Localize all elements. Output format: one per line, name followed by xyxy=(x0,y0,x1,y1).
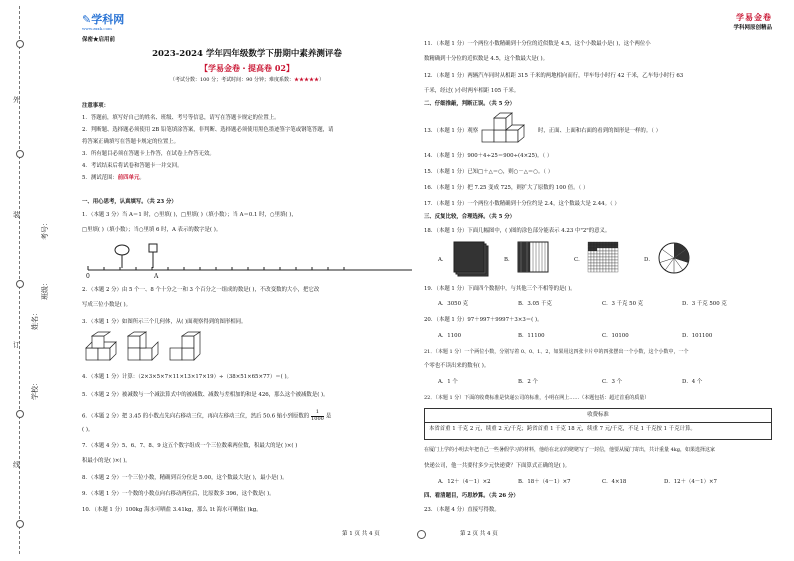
note-end: 。 xyxy=(139,175,145,181)
grid-cell xyxy=(609,245,612,248)
option-20-a[interactable]: A．1100 xyxy=(438,333,462,339)
grid-cell xyxy=(594,248,597,251)
grid-cell xyxy=(615,248,618,251)
fee-table-text: 本省首重 1 千克 2 元，续重 2 元/千克；跨省首重 1 千克 18 元，续重 7 元/千克，不足 1 千克按 1 千克计算。 xyxy=(429,426,696,432)
grid-cell xyxy=(615,242,618,245)
fee-table xyxy=(424,408,772,440)
grid-cell xyxy=(597,242,600,245)
grid-cell xyxy=(615,254,618,257)
question-10: 10．（本题 1 分）100kg 海水可晒盐 3.41kg，那么 1t 海水可晒盐( )kg。 xyxy=(82,507,262,513)
grid-cell xyxy=(612,251,615,254)
option-22-c[interactable]: C．4×18 xyxy=(602,479,627,485)
question-1-cont: □里填( )（填小数）；当○里填 6 时，A 表示的数字是( )。 xyxy=(82,227,222,233)
question-22-cont: 在厦门上学的小明去年把自己一些暑假学习的材料，他给在北京的姥姥写了一封信，他要从厦门寄出，共计重量 4kg，如果选择这家 xyxy=(424,447,716,453)
option-18-d[interactable]: D． xyxy=(644,257,654,263)
school-field[interactable]: 学校： xyxy=(31,379,39,400)
binding-char: 外 xyxy=(13,96,20,104)
grid-cell xyxy=(597,257,600,260)
grid-cell xyxy=(606,266,609,269)
page-number-2: 第 2 页 共 4 页 xyxy=(460,531,498,537)
section-3-title: 三、反复比较，合理选择。（共 5 分） xyxy=(424,214,516,220)
grid-cell xyxy=(588,248,591,251)
grid-cell xyxy=(597,248,600,251)
grid-cell xyxy=(612,260,615,263)
grid-cell xyxy=(600,251,603,254)
grid-cell xyxy=(594,263,597,266)
grid-cell xyxy=(603,260,606,263)
grid-cell xyxy=(600,257,603,260)
name-field[interactable]: 姓名： xyxy=(31,309,39,330)
question-7-cont: 积最小的是( )×( )。 xyxy=(82,458,131,464)
meta-end: ） xyxy=(319,77,325,83)
grid-cell xyxy=(603,266,606,269)
option-19-b[interactable]: B．3.05 千克 xyxy=(518,301,552,307)
grid-cell xyxy=(594,260,597,263)
question-3: 3．（本题 1 分）如图所示三个几何体，从( )面观察得到的图形相同。 xyxy=(82,319,247,325)
grid-cell xyxy=(591,263,594,266)
square-marker xyxy=(149,244,157,252)
exam-subtitle: 【学易金卷・提高卷 02】 xyxy=(200,63,294,73)
fee-table-title: 收费标准 xyxy=(425,409,771,423)
option-18-a[interactable]: A． xyxy=(438,257,448,263)
section-1-title: 一、用心思考，认真填写。（共 23 分） xyxy=(82,199,177,205)
grid-cell xyxy=(609,263,612,266)
brand-title: 学易金卷 xyxy=(736,13,772,22)
grid-cell xyxy=(606,254,609,257)
notes-title: 注意事项： xyxy=(82,103,109,109)
question-13: 13．（本题 1 分）观察 xyxy=(424,128,479,134)
grid-cell xyxy=(591,269,594,272)
option-19-c[interactable]: C．3 千克 50 克 xyxy=(602,301,644,307)
grid-cell xyxy=(597,251,600,254)
grid-cell xyxy=(597,269,600,272)
grid-cell xyxy=(606,242,609,245)
grid-cell xyxy=(588,254,591,257)
grid-cell xyxy=(600,269,603,272)
binding-hole-icon xyxy=(16,410,24,418)
grid-cell xyxy=(615,257,618,260)
question-2-cont: 写成三位小数是( )。 xyxy=(82,302,132,308)
grid-cell xyxy=(588,242,591,245)
grid-cell xyxy=(615,263,618,266)
question-21-cont: 个零也不读出来的数有( )。 xyxy=(424,363,490,369)
option-a-figure xyxy=(454,242,490,278)
grid-cell xyxy=(612,269,615,272)
option-22-b[interactable]: B．18＋（4－1）×7 xyxy=(518,479,571,485)
question-19: 19．（本题 1 分）下面四个数据中，与其他三个不相等的是( )。 xyxy=(424,286,576,292)
note-line xyxy=(82,176,145,181)
grid-cell xyxy=(591,254,594,257)
grid-cell xyxy=(597,254,600,257)
binding-char: 线 xyxy=(13,461,20,469)
secret-mark: 保密★启用前 xyxy=(82,37,116,43)
question-17: 17．（本题 1 分）一个两位小数精确到十分位约是 2.4，这个数最大是 2.44。（ ） xyxy=(424,201,620,207)
grid-cell xyxy=(606,269,609,272)
cube-figure-1 xyxy=(86,332,116,360)
grid-cell xyxy=(600,254,603,257)
grid-cell xyxy=(591,248,594,251)
option-19-a[interactable]: A．3050 克 xyxy=(438,301,469,307)
question-6 xyxy=(82,410,331,422)
note-line: 3．所有题目必须在答题卡上作答，在试卷上作答无效。 xyxy=(82,151,215,157)
grid-cell xyxy=(606,257,609,260)
grid-cell xyxy=(612,266,615,269)
option-20-d[interactable]: D．101100 xyxy=(682,333,713,339)
question-5: 5．（本题 2 分）被减数与一个减法算式中的被减数、减数与差相加的和是 426，那么这个被减数是( )。 xyxy=(82,392,329,398)
grid-cell xyxy=(612,263,615,266)
grid-cell xyxy=(594,266,597,269)
grid-cell xyxy=(591,245,594,248)
grid-cell xyxy=(609,254,612,257)
grid-cell xyxy=(609,266,612,269)
grid-cell xyxy=(606,251,609,254)
grid-cell xyxy=(606,245,609,248)
grid-cell xyxy=(600,260,603,263)
grid-cell xyxy=(594,242,597,245)
brand-subtitle: 学科网原创精品 xyxy=(733,25,772,31)
cube-stack-figure xyxy=(480,112,530,148)
exam-title: 2023-2024 学年四年级数学下册期中素养测评卷 xyxy=(152,49,342,59)
grid-cell xyxy=(615,260,618,263)
grid-cell xyxy=(603,245,606,248)
grid-cell xyxy=(594,257,597,260)
grid-cell xyxy=(600,266,603,269)
note-line: 将答案正确填写在答题卡规定的位置上。 xyxy=(82,139,180,145)
grid-cell xyxy=(615,266,618,269)
number-line-zero: 0 xyxy=(86,273,90,280)
grid-cell xyxy=(588,257,591,260)
question-11-cont: 数精确到十分位的近似数是 4.5，这个数最大是( )。 xyxy=(424,56,549,62)
grid-cell xyxy=(600,242,603,245)
question-14: 14．（本题 1 分）900＋4÷25＝900÷(4×25)。（ ） xyxy=(424,153,553,159)
grid-cell xyxy=(600,263,603,266)
class-field[interactable]: 班级： xyxy=(41,279,49,300)
meta-text: （考试分数：100 分；考试时间：90 分钟；难度系数： xyxy=(169,77,295,83)
grid-cell xyxy=(597,263,600,266)
binding-hole-icon xyxy=(16,280,24,288)
grid-cell xyxy=(615,245,618,248)
grid-cell xyxy=(609,257,612,260)
grid-cell xyxy=(588,266,591,269)
grid-cell xyxy=(588,251,591,254)
question-8: 8．（本题 2 分）一个三位小数，精确到百分位是 5.00，这个数最大是( )，最小是( )。 xyxy=(82,475,288,481)
grid-cell xyxy=(603,269,606,272)
grid-cell xyxy=(606,248,609,251)
grid-cell xyxy=(603,254,606,257)
circle-marker xyxy=(115,245,129,255)
number-line xyxy=(82,242,412,282)
binding-hole-icon xyxy=(16,40,24,48)
option-b-figure xyxy=(518,242,558,278)
question-13-cont: 时，正面、上面和右面的看到的图形是一样的。（ ） xyxy=(538,128,661,134)
option-22-d[interactable]: D．12＋（4－1）×7 xyxy=(664,479,717,485)
question-7: 7．（本题 4 分）5、6、7、8、9 这五个数字组成一个三位数乘两位数，积最大的是( )×( ) xyxy=(82,443,298,449)
grid-cell xyxy=(594,269,597,272)
cube-figures xyxy=(84,332,214,366)
note-line: 1．答题前，填写好自己的姓名、班级、考号等信息，请写在答题卡规定的位置上。 xyxy=(82,115,280,121)
option-20-c[interactable]: C．10100 xyxy=(602,333,629,339)
grid-cell xyxy=(588,263,591,266)
section-2-title: 二、仔细推敲，判断正误。（共 5 分） xyxy=(424,101,516,107)
grid-cell xyxy=(612,245,615,248)
question-11: 11．（本题 1 分）一个两位小数精确到十分位的近似数是 4.5，这个小数最小是( )，这个两位小 xyxy=(424,41,651,47)
grid-cell xyxy=(594,251,597,254)
question-6-text: 6．（本题 2 分）把 3.45 的小数点先向右移动三位，再向左移动三位，然后 50.6 缩小到原数的 xyxy=(82,413,310,420)
question-2: 2．（本题 2 分）由 5 个一、8 个十分之一和 3 个百分之一组成的数是( )，不改变数的大小，把它改 xyxy=(82,287,320,293)
grid-cell xyxy=(609,251,612,254)
logo-url: www.zxxk.com xyxy=(82,26,112,31)
grid-cell xyxy=(615,269,618,272)
grid-cell xyxy=(609,248,612,251)
question-20: 20．（本题 1 分）97＋997＋9997＋3×3＝( )。 xyxy=(424,317,543,323)
grid-cell xyxy=(612,254,615,257)
logo xyxy=(82,14,124,25)
grid-cell xyxy=(609,242,612,245)
number-line-a: A xyxy=(154,273,159,280)
grid-cell xyxy=(588,260,591,263)
question-6-tail: 是 xyxy=(325,413,332,420)
grid-cell xyxy=(609,269,612,272)
difficulty-stars: ★★★★★ xyxy=(294,77,320,83)
grid-cell xyxy=(600,245,603,248)
question-4: 4．（本题 1 分）计算：（2×3×5×7×11×13×17×19）÷（38×51×65×77）＝( )。 xyxy=(82,374,292,380)
option-21-c[interactable]: C．3 个 xyxy=(602,379,623,385)
cube-figure-2 xyxy=(128,332,158,360)
binding-strip xyxy=(0,0,70,561)
grid-cell xyxy=(597,266,600,269)
option-18-c[interactable]: C． xyxy=(574,257,584,263)
question-16: 16．（本题 1 分）把 7.25 变成 725，则扩大了原数的 100 倍。（ ） xyxy=(424,185,589,191)
grid-cell xyxy=(615,251,618,254)
fraction-denominator: 1000 xyxy=(311,415,324,422)
option-21-a[interactable]: A．1 个 xyxy=(438,379,458,385)
page-left xyxy=(82,0,412,561)
binding-hole-icon xyxy=(16,520,24,528)
logo-text: 学科网 xyxy=(91,13,125,26)
option-d-figure xyxy=(658,242,694,278)
test-scope: 前四单元 xyxy=(117,175,140,181)
question-9: 9．（本题 1 分）一个数的小数点向右移动两位后，比原数多 396，这个数是( )。 xyxy=(82,491,275,497)
grid-cell xyxy=(603,251,606,254)
question-12: 12．（本题 1 分）两辆汽车同时从相距 315 千米的两地相向而行，甲车每小时行 42 千米，乙车每小时行 63 xyxy=(424,73,684,79)
exam-meta xyxy=(82,78,412,83)
grid-cell xyxy=(597,260,600,263)
question-12-cont: 千米，经过( )小时两车相距 105 千米。 xyxy=(424,88,520,94)
option-21-d[interactable]: D．4 个 xyxy=(682,379,703,385)
binding-char: 订 xyxy=(13,341,20,349)
grid-cell xyxy=(591,257,594,260)
question-22: 22．（本题 1 分）下面的收费标准是快递公司的标准，小明在网上……（本题包括：超过首重的质量） xyxy=(424,395,650,401)
grid-cell xyxy=(600,248,603,251)
grid-cell xyxy=(612,257,615,260)
fraction-numerator: 1 xyxy=(311,410,324,417)
question-18: 18．（本题 1 分）下面几幅图中，( )图的涂色部分能表示 4.23 中"2"的意义。 xyxy=(424,228,611,234)
grid-cell xyxy=(606,263,609,266)
page-number-1: 第 1 页 共 4 页 xyxy=(342,531,380,537)
note-line: 4．考试结束后将试卷和答题卡一并交回。 xyxy=(82,163,183,169)
grid-cell xyxy=(603,257,606,260)
binding-char: 装 xyxy=(13,211,20,219)
fraction xyxy=(311,410,324,422)
grid-cell xyxy=(603,242,606,245)
question-15: 15．（本题 1 分）已知□＋△＝○，则○－△＝○。（ ） xyxy=(424,169,554,175)
grid-cell xyxy=(612,248,615,251)
exam-number-field[interactable]: 考号： xyxy=(41,219,49,240)
grid-cell xyxy=(588,245,591,248)
option-22-a[interactable]: A．12＋（4－1）×2 xyxy=(438,479,491,485)
grid-cell xyxy=(603,248,606,251)
grid-cell xyxy=(591,251,594,254)
logo-icon: ✎ xyxy=(82,13,92,26)
question-6-answer: ( )。 xyxy=(82,427,94,433)
grid-cell xyxy=(606,260,609,263)
grid-cell xyxy=(591,266,594,269)
question-23: 23．（本题 4 分）直接写得数。 xyxy=(424,507,500,513)
note-line: 2．判断题、选择题必须使用 2B 铅笔填涂答案，非判断、选择题必须使用黑色墨迹签字笔或钢笔答题，请 xyxy=(82,127,334,133)
question-21: 21．（本题 1 分）一个两位小数，分别写着 0、0、1、2，如果用这四张卡片中的四张摆出一个小数，这个小数中，一个 xyxy=(424,349,689,355)
option-20-b[interactable]: B．11100 xyxy=(518,333,545,339)
binding-hole-icon xyxy=(16,150,24,158)
question-1: 1．（本题 3 分）当 A＝1 时，○里填( )，□里填( )（填小数）；当 A＝0.1 时，○里填( )， xyxy=(82,212,297,218)
grid-cell xyxy=(594,254,597,257)
section-4-title: 四、看清题目，巧思妙算。（共 26 分） xyxy=(424,493,519,499)
grid-cell xyxy=(597,245,600,248)
option-18-b[interactable]: B． xyxy=(504,257,514,263)
grid-cell xyxy=(591,260,594,263)
option-21-b[interactable]: B．2 个 xyxy=(518,379,538,385)
grid-cell xyxy=(612,242,615,245)
cube-figure-3 xyxy=(170,332,200,360)
grid-cell xyxy=(591,242,594,245)
grid-cell xyxy=(594,245,597,248)
option-19-d[interactable]: D．3 千克 500 克 xyxy=(682,301,727,307)
grid-cell xyxy=(588,269,591,272)
question-22-cont2: 快递公司，他一共要付多少元快递费？下面算式正确的是( )。 xyxy=(424,463,571,469)
option-c-figure xyxy=(588,242,624,278)
grid-cell xyxy=(609,260,612,263)
note-text: 5．测试范围： xyxy=(82,175,118,181)
grid-cell xyxy=(603,263,606,266)
page-right xyxy=(424,0,772,561)
